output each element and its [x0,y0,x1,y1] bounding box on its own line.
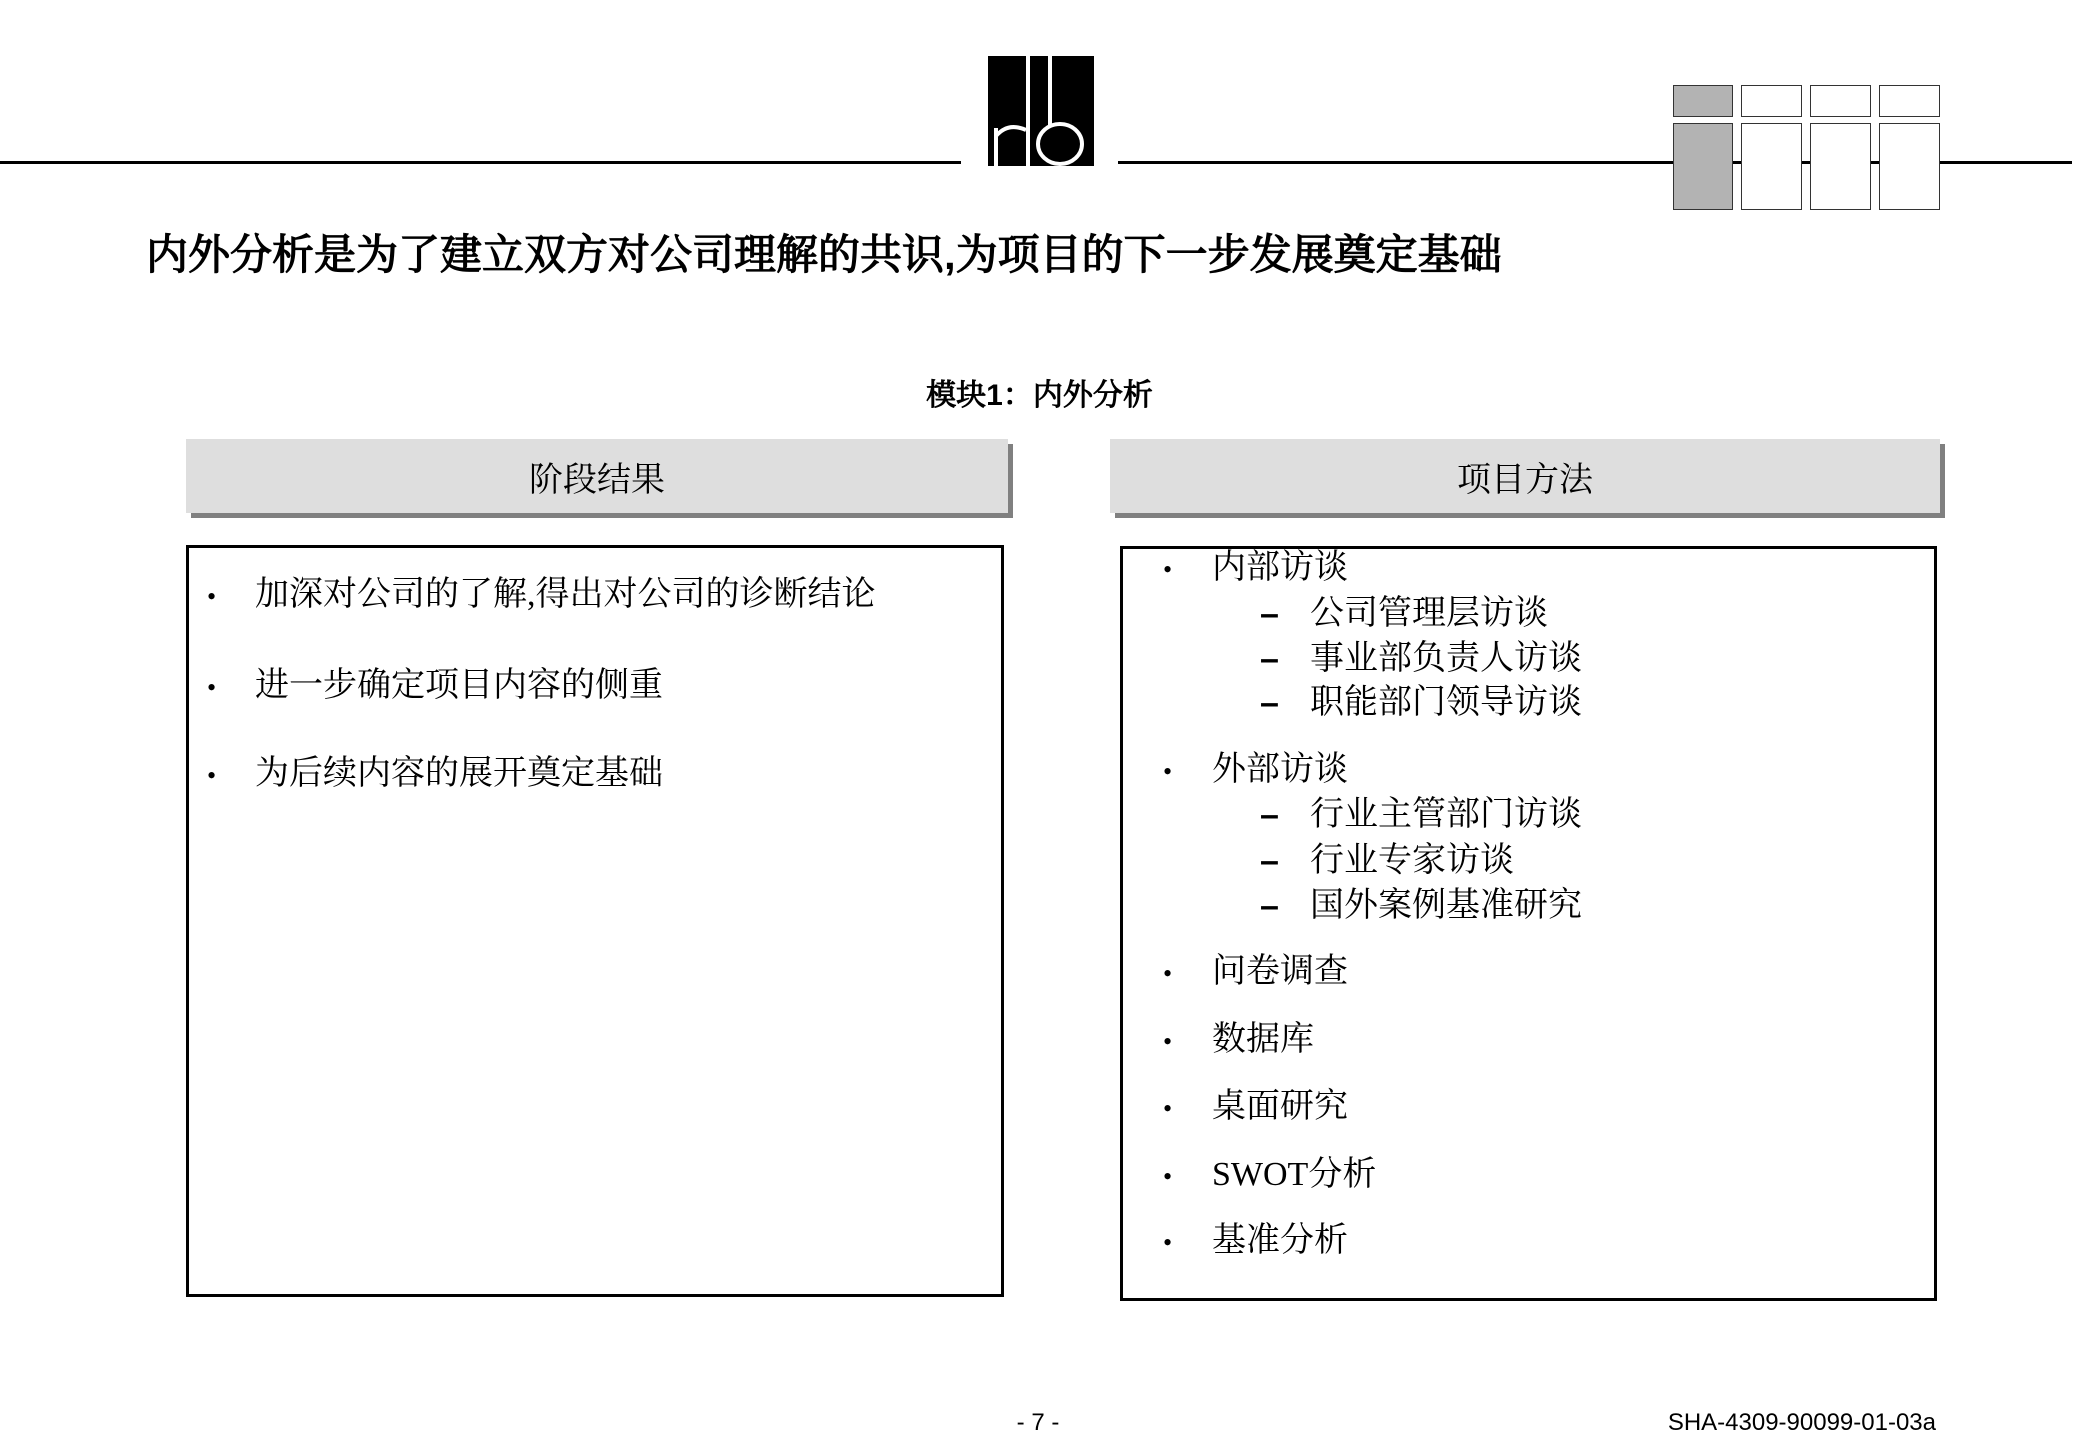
page-title: 内外分析是为了建立双方对公司理解的共识,为项目的下一步发展奠定基础 [146,231,1502,278]
bullet-icon: • [1163,1094,1173,1123]
right-sub-item: 公司管理层访谈 [1310,595,1548,632]
right-sub-item: 职能部门领导访谈 [1310,684,1582,721]
document-code: SHA-4309-90099-01-03a [1667,1409,1936,1436]
right-list-item: SWOT分析 [1212,1156,1377,1193]
right-panel-header-label: 项目方法 [1457,460,1593,499]
bullet-icon: • [1163,1027,1173,1056]
bullet-icon: • [1163,1162,1173,1191]
bullet-icon: • [1163,555,1173,584]
header-rule-left [0,161,961,164]
right-list-item: 桌面研究 [1212,1088,1348,1125]
dash-icon: – [1260,640,1279,678]
left-panel-header-label: 阶段结果 [529,460,665,499]
dash-icon: – [1260,887,1279,925]
company-logo [988,56,1094,166]
bullet-icon: • [1163,959,1173,988]
bullet-icon: • [207,761,217,790]
dash-icon: – [1260,796,1279,834]
right-sub-item: 行业主管部门访谈 [1310,796,1582,833]
left-list-item: 为后续内容的展开奠定基础 [255,755,663,792]
left-panel-header [186,439,1008,513]
bullet-icon: • [207,582,217,611]
dash-icon: – [1260,684,1279,722]
right-sub-item: 行业专家访谈 [1310,842,1514,879]
bullet-icon: • [207,673,217,702]
left-list-item: 加深对公司的了解,得出对公司的诊断结论 [255,576,876,613]
right-list-item: 基准分析 [1212,1222,1348,1259]
right-list-item: 内部访谈 [1212,549,1348,586]
right-list-item: 外部访谈 [1212,751,1348,788]
right-list-item: 数据库 [1212,1021,1314,1058]
dash-icon: – [1260,595,1279,633]
dash-icon: – [1260,842,1279,880]
right-sub-item: 事业部负责人访谈 [1310,640,1582,677]
page-number: - 7 - [1016,1409,1060,1436]
left-list-item: 进一步确定项目内容的侧重 [255,667,663,704]
bullet-icon: • [1163,1228,1173,1257]
module-title: 模块1：内外分析 [926,379,1153,412]
right-sub-item: 国外案例基准研究 [1310,887,1582,924]
right-panel-header [1110,439,1940,513]
right-list-item: 问卷调查 [1212,953,1348,990]
left-panel-box [186,545,1004,1297]
bullet-icon: • [1163,757,1173,786]
